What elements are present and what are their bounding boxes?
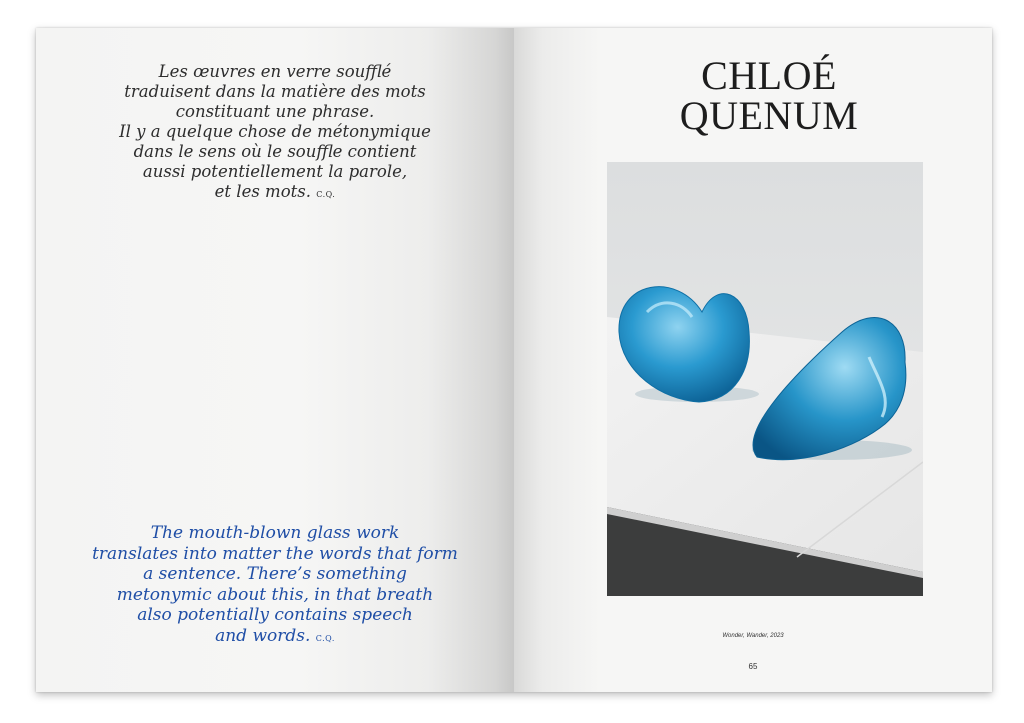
right-page	[514, 28, 992, 692]
magazine-spread	[36, 28, 992, 692]
glass-sculptures-image	[607, 162, 923, 596]
artwork-photo	[607, 162, 923, 596]
page-number: 65	[748, 662, 758, 671]
quote-line: also potentially contains speech	[137, 605, 413, 625]
quote-line: aussi potentiellement la parole,	[142, 162, 408, 181]
quote-line: translates into matter the words that form	[92, 543, 458, 564]
artist-name-title	[644, 53, 894, 138]
quote-line	[36, 626, 514, 650]
title-line: QUENUM	[679, 93, 859, 138]
quote-line: The mouth-blown glass work	[150, 523, 400, 543]
quote-line	[36, 182, 514, 205]
author-initials: C.Q.	[316, 190, 336, 199]
left-page	[36, 28, 514, 692]
quote-french	[36, 62, 514, 205]
quote-line-text: and words.	[215, 625, 311, 646]
title-line: CHLOÉ	[701, 53, 837, 98]
quote-line: dans le sens où le souffle contient	[133, 142, 417, 161]
quote-english	[36, 523, 514, 649]
quote-line-text: et les mots.	[214, 182, 311, 201]
quote-line: constituant une phrase.	[175, 102, 375, 121]
quote-line: a sentence. There’s something	[143, 564, 407, 584]
quote-line: traduisent dans la matière des mots	[124, 82, 426, 101]
quote-line: Il y a quelque chose de métonymique	[119, 122, 431, 141]
quote-line: metonymic about this, in that breath	[116, 584, 434, 605]
quote-line: Les œuvres en verre soufflé	[158, 62, 392, 81]
author-initials: C.Q.	[315, 633, 335, 643]
artwork-caption: Wonder, Wander, 2023	[722, 633, 784, 639]
